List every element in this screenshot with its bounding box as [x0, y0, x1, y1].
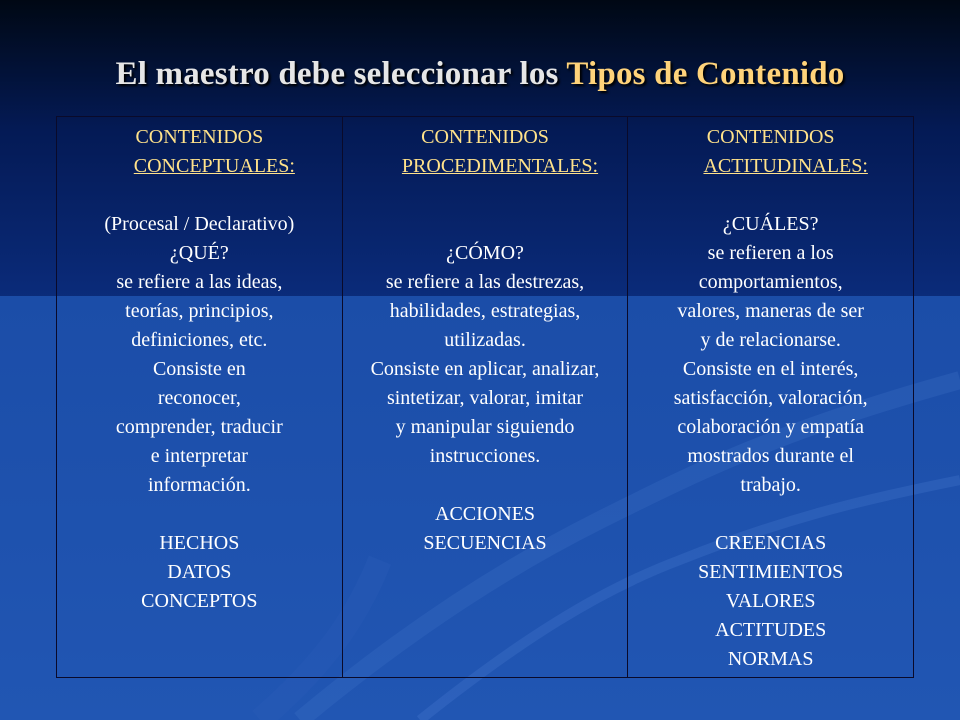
body-line: reconocer,: [157, 387, 241, 409]
body-line: Consiste en el interés,: [682, 358, 859, 380]
column-conceptuales: [57, 117, 342, 677]
column-heading: [632, 123, 909, 181]
body-line: satisfacción, valoración,: [673, 387, 868, 409]
body-line: e interpretar: [150, 445, 248, 467]
body-line: utilizadas.: [444, 329, 526, 351]
body-line: instrucciones.: [429, 445, 541, 467]
heading-line-1: CONTENIDOS: [421, 126, 549, 148]
body-line: mostrados durante el: [687, 445, 854, 467]
heading-line-2: CONCEPTUALES:: [133, 155, 295, 177]
column-subtitle: (Procesal / Declarativo): [104, 213, 295, 235]
body-line: se refiere a las destrezas,: [385, 271, 585, 293]
body-line: colaboración y empatía: [677, 416, 864, 438]
example-item: DATOS: [167, 561, 232, 583]
body-line: trabajo.: [740, 474, 801, 496]
column-actitudinales: [627, 117, 913, 677]
body-line: sintetizar, valorar, imitar: [386, 387, 584, 409]
column-heading: [347, 123, 624, 181]
heading-line-1: CONTENIDOS: [135, 126, 264, 148]
content-table: [56, 116, 914, 678]
example-item: CREENCIAS: [715, 532, 827, 554]
column-question: ¿CÓMO?: [446, 242, 524, 264]
body-line: comprender, traducir: [115, 416, 283, 438]
body-line: valores, maneras de ser: [677, 300, 864, 322]
example-item: CONCEPTOS: [141, 590, 258, 612]
body-line: definiciones, etc.: [131, 329, 268, 351]
example-item: SENTIMIENTOS: [698, 561, 844, 583]
body-line: habilidades, estrategias,: [389, 300, 581, 322]
body-line: se refiere a las ideas,: [116, 271, 283, 293]
column-procedimentales: [342, 117, 628, 677]
title-part-1: El maestro debe seleccionar los: [115, 56, 567, 92]
column-question: ¿CUÁLES?: [722, 213, 819, 235]
body-line: y manipular siguiendo: [395, 416, 575, 438]
body-line: comportamientos,: [698, 271, 843, 293]
body-line: se refieren a los: [707, 242, 834, 264]
example-item: ACTITUDES: [715, 619, 827, 641]
heading-line-2: ACTITUDINALES:: [703, 155, 868, 177]
body-line: y de relacionarse.: [700, 329, 841, 351]
example-item: ACCIONES: [435, 503, 536, 525]
example-item: HECHOS: [159, 532, 240, 554]
heading-line-1: CONTENIDOS: [706, 126, 835, 148]
example-item: VALORES: [725, 590, 816, 612]
body-line: información.: [147, 474, 251, 496]
body-line: Consiste en: [152, 358, 246, 380]
example-item: NORMAS: [727, 648, 814, 670]
body-line: Consiste en aplicar, analizar,: [370, 358, 600, 380]
body-line: teorías, principios,: [125, 300, 274, 322]
title-part-2: Tipos de Contenido: [566, 56, 845, 92]
example-item: SECUENCIAS: [423, 532, 547, 554]
heading-line-2: PROCEDIMENTALES:: [401, 155, 599, 177]
column-heading: [61, 123, 338, 181]
slide-title: [0, 56, 960, 93]
column-question: ¿QUÉ?: [169, 242, 229, 264]
